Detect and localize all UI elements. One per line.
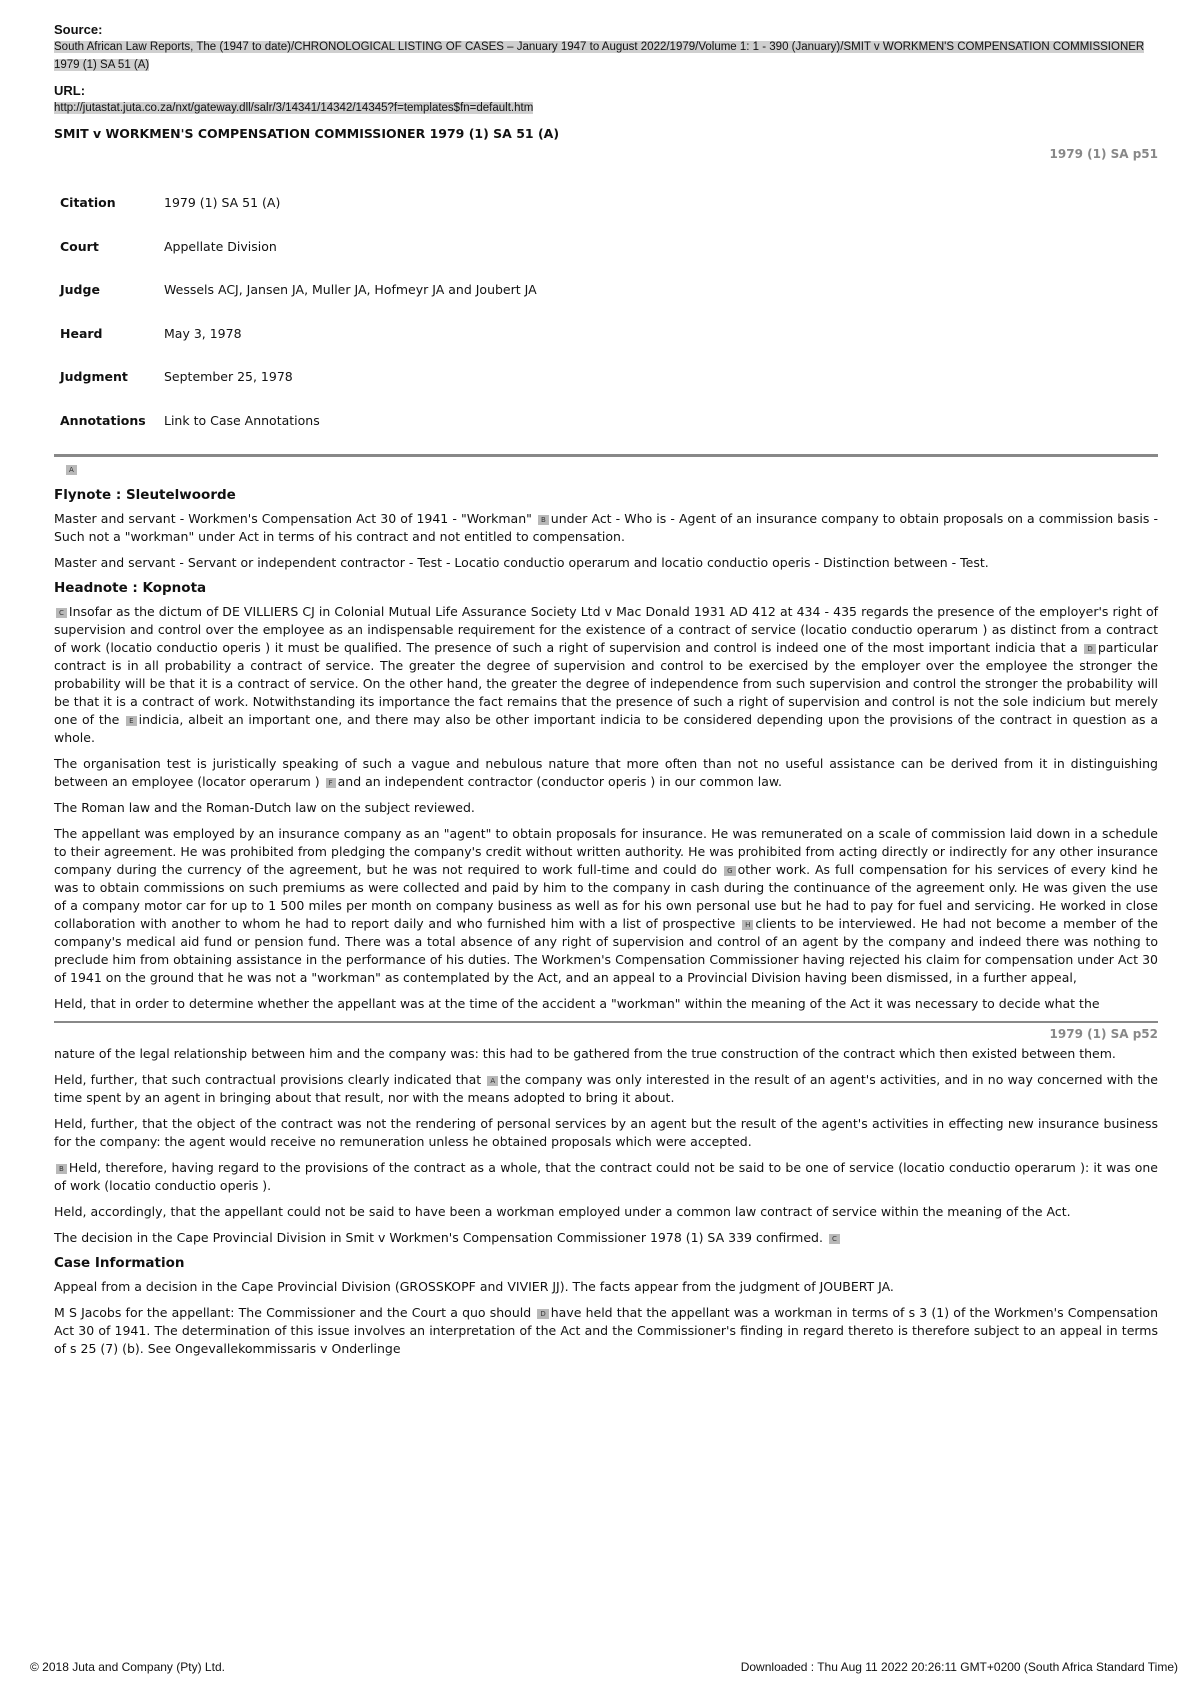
page-footer bbox=[30, 1660, 1178, 1674]
margin-marker: A bbox=[66, 465, 77, 475]
flynote-heading: Flynote : Sleutelwoorde bbox=[54, 487, 236, 503]
url-block bbox=[54, 83, 1158, 116]
meta-row bbox=[60, 268, 537, 312]
margin-marker: C bbox=[829, 1234, 840, 1244]
headnote-paragraph: The decision in the Cape Provincial Division in Smit v Workmen's Compensation Commissioner 1978 (1) SA 339 confirmed. C bbox=[54, 1229, 1158, 1247]
url-link[interactable]: http://jutastat.juta.co.za/nxt/gateway.dll/salr/3/14341/14342/14345?f=templates$fn=default.htm bbox=[54, 102, 534, 114]
meta-row bbox=[60, 225, 537, 269]
meta-row bbox=[60, 312, 537, 356]
headnote-paragraph: The appellant was employed by an insurance company as an "agent" to obtain proposals for insurance. He was remunerated on a scale of commission laid down in a schedule to their agreement. He was prohibited from pledging the company's credit without written authority. He was prohibited from acting directly or indirectly for any other insurance company during the currency of the agreement, but he was not required to work full-time and could do G other work. As full compensation for his services of every kind he was to obtain commissions on such premiums as were collected and paid by him to the company in cash during the continuance of the agreement only. He was given the use of a company motor car for up to 1 500 miles per month on company business as well as for his own personal use but he had to pay for fuel and servicing. He worked in close collaboration with another to whom he had to report daily and who furnished him with a list of prospective H clients to be interviewed. He had not become a member of the company's medical aid fund or pension fund. There was a total absence of any right of supervision and control of an agent by the company and indeed there was nothing to preclude him from obtaining assistance in the performance of his duties. The Workmen's Compensation Commissioner having rejected his claim for compensation under Act 30 of 1941 on the ground that he was not a "workman" as contemplated by the Act, and an appeal to a Provincial Division having been dismissed, in a further appeal, bbox=[54, 826, 1158, 985]
meta-row bbox=[60, 399, 537, 443]
meta-key: Annotations bbox=[60, 412, 146, 428]
margin-marker: F bbox=[326, 778, 336, 788]
document-page bbox=[54, 22, 1158, 1366]
headnote-paragraph: Held, further, that the object of the contract was not the rendering of personal services by an agent but the result of the agent's activities in effecting new insurance business for the company: the agent would receive no remuneration unless he obtained proposals which were accepted. bbox=[54, 1116, 1158, 1149]
page-break-divider bbox=[54, 1021, 1158, 1023]
headnote-heading: Headnote : Kopnota bbox=[54, 580, 207, 596]
headnote-paragraph: Held, that in order to determine whether the appellant was at the time of the accident a "workman" within the meaning of the Act it was necessary to decide what the bbox=[54, 996, 1100, 1011]
margin-marker: B bbox=[538, 515, 549, 525]
meta-key: Citation bbox=[60, 195, 116, 211]
margin-marker: H bbox=[742, 920, 753, 930]
meta-row bbox=[60, 355, 537, 399]
meta-row bbox=[60, 181, 537, 225]
case-info-heading: Case Information bbox=[54, 1255, 185, 1271]
case-info-paragraph: M S Jacobs for the appellant: The Commissioner and the Court a quo should D have held that the appellant was a workman in terms of s 3 (1) of the Workmen's Compensation Act 30 of 1941. The determination of this issue involves an interpretation of the Act and the Commissioner's finding in regard thereto is therefore subject to an appeal in terms of s 25 (7) (b). See Ongevallekommissaris v Onderlinge bbox=[54, 1305, 1159, 1356]
headnote-paragraph: C Insofar as the dictum of DE VILLIERS CJ in Colonial Mutual Life Assurance Society Ltd v Mac Donald 1931 AD 412 at 434 - 435 regards the presence of the employer's right of supervision and control over the employee as an indispensable requirement for the existence of a contract of service (locatio conductio operarum ) as distinct from a contract of work (locatio conductio operis ) it must be qualified. The presence of such a right of supervision and control is indeed one of the most important indicia that a D particular contract is in all probability a contract of service. The greater the degree of supervision and control to be exercised by the employer over the employee the stronger the probability will be that it is a contract of service. On the other hand, the greater the degree of independence from such supervision and control the stronger the probability will be that it is a contract of work. Notwithstanding its importance the fact remains that the presence of such a right of supervision and control is not the sole indicium but merely one of the E indicia, albeit an important one, and there may also be other important indicia to be considered depending upon the provisions of the contract in question as a whole. bbox=[54, 604, 1158, 745]
margin-marker: D bbox=[1084, 644, 1095, 654]
meta-value: September 25, 1978 bbox=[164, 369, 293, 385]
copyright-text: © 2018 Juta and Company (Pty) Ltd. bbox=[30, 1660, 225, 1674]
case-info-paragraph: Appeal from a decision in the Cape Provincial Division (GROSSKOPF and VIVIER JJ). The facts appear from the judgment of JOUBERT JA. bbox=[54, 1279, 894, 1294]
meta-key: Judgment bbox=[60, 369, 128, 385]
headnote-paragraph: Held, further, that such contractual provisions clearly indicated that A the company was only interested in the result of an agent's activities, and in no way concerned with the time spent by an agent in bringing about that result, nor with the means adopted to bring it about. bbox=[54, 1072, 1158, 1105]
page-ref: 1979 (1) SA p51 bbox=[1049, 147, 1158, 161]
page-ref: 1979 (1) SA p52 bbox=[1049, 1027, 1158, 1041]
margin-marker: D bbox=[537, 1309, 548, 1319]
case-title: SMIT v WORKMEN'S COMPENSATION COMMISSIONER 1979 (1) SA 51 (A) bbox=[54, 126, 560, 141]
meta-key: Judge bbox=[60, 282, 100, 298]
headnote-paragraph: The Roman law and the Roman-Dutch law on the subject reviewed. bbox=[54, 800, 475, 815]
meta-value: May 3, 1978 bbox=[164, 325, 242, 341]
meta-key: Heard bbox=[60, 325, 103, 341]
headnote-paragraph: nature of the legal relationship between him and the company was: this had to be gathered from the true construction of the contract which then existed between them. bbox=[54, 1046, 1116, 1061]
source-block bbox=[54, 22, 1158, 73]
url-label: URL: bbox=[54, 83, 86, 98]
meta-value: Appellate Division bbox=[164, 238, 277, 254]
margin-marker: G bbox=[724, 866, 735, 876]
flynote-paragraph: Master and servant - Workmen's Compensation Act 30 of 1941 - "Workman" B under Act - Who is - Agent of an insurance company to obtain proposals on a commission basis - Such not a "workman" under Act in terms of his contract and not entitled to compensation. bbox=[54, 511, 1158, 544]
headnote-paragraph: B Held, therefore, having regard to the provisions of the contract as a whole, that the contract could not be said to be one of service (locatio conductio operarum ): it was one of work (locatio conductio operis ). bbox=[54, 1160, 1158, 1193]
headnote-paragraph: The organisation test is juristically speaking of such a vague and nebulous nature that more often than not no useful assistance can be derived from it in distinguishing between an employee (locator operarum ) F and an independent contractor (conductor operis ) in our common law. bbox=[54, 756, 1158, 789]
meta-key: Court bbox=[60, 238, 99, 254]
download-timestamp: Downloaded : Thu Aug 11 2022 20:26:11 GMT+0200 (South Africa Standard Time) bbox=[740, 1660, 1178, 1674]
margin-marker: E bbox=[126, 716, 136, 726]
meta-value: Wessels ACJ, Jansen JA, Muller JA, Hofmeyr JA and Joubert JA bbox=[164, 282, 537, 298]
case-annotations-link[interactable]: Link to Case Annotations bbox=[164, 412, 320, 428]
headnote-paragraph: Held, accordingly, that the appellant could not be said to have been a workman employed under a common law contract of service within the meaning of the Act. bbox=[54, 1204, 1071, 1219]
margin-marker: C bbox=[56, 608, 67, 618]
flynote-paragraph: Master and servant - Servant or independent contractor - Test - Locatio conductio operarum and locatio conductio operis - Distinction between - Test. bbox=[54, 555, 989, 570]
margin-marker: A bbox=[487, 1076, 498, 1086]
source-path: South African Law Reports, The (1947 to date)/CHRONOLOGICAL LISTING OF CASES – January 1947 to August 2022/1979/Volume 1: 1 - 390 (January)/SMIT v WORKMEN'S COMPENSATION COMMISSIONER 1979 (1) SA 51 (A) bbox=[54, 41, 1145, 71]
meta-value: 1979 (1) SA 51 (A) bbox=[164, 195, 281, 211]
source-label: Source: bbox=[54, 22, 103, 37]
case-meta-table bbox=[60, 181, 537, 442]
margin-marker: B bbox=[56, 1164, 67, 1174]
section-divider bbox=[54, 454, 1158, 457]
